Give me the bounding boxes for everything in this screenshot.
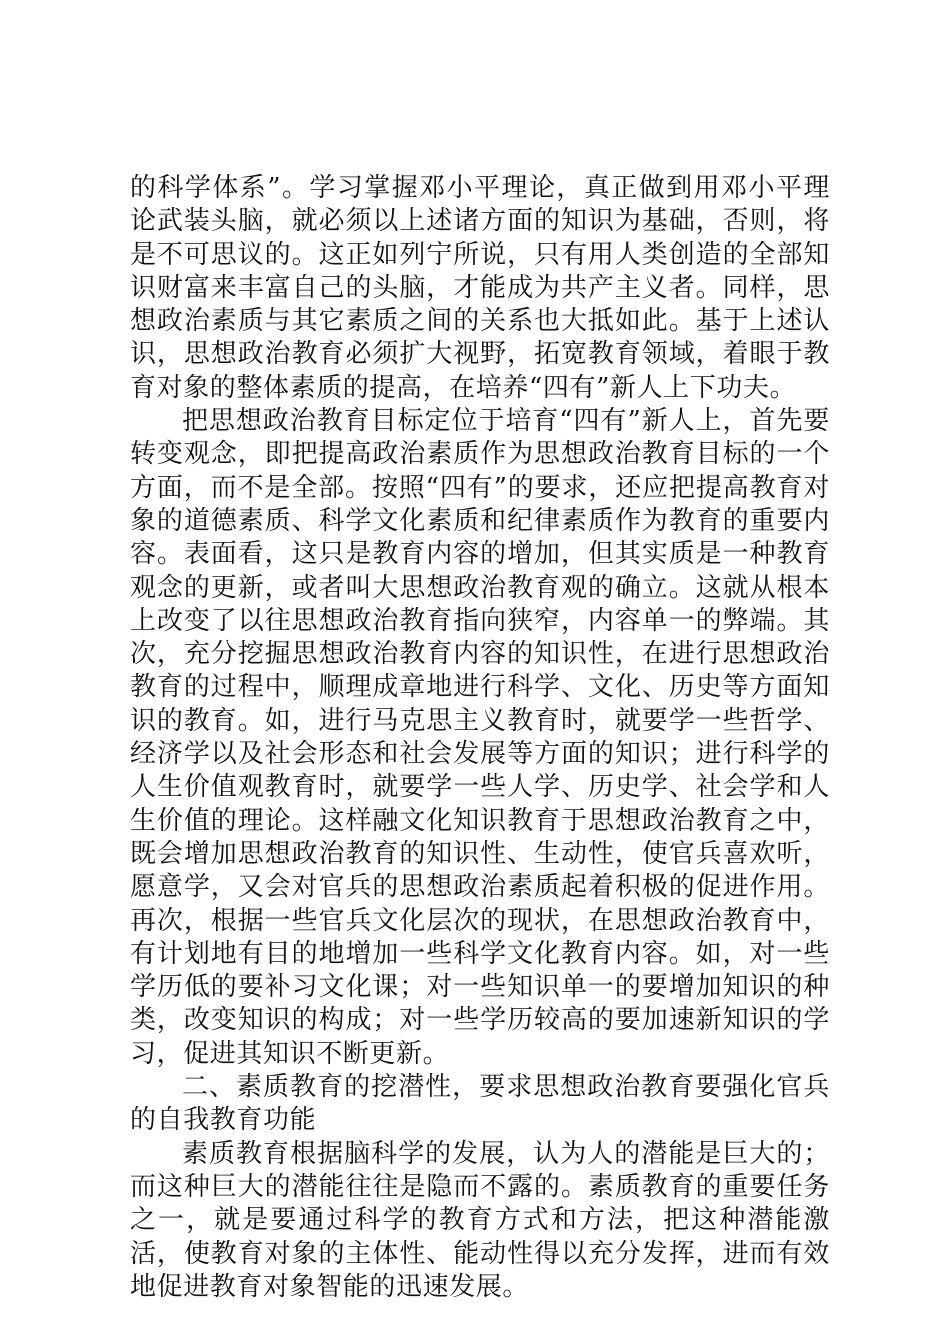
- paragraph-four-haves-goal: 把思想政治教育目标定位于培育“四有”新人上，首先要转变观念，即把提高政治素质作为思想政治教育目标的一个方面，而不是全部。按照“四有”的要求，还应把提高教育对象的道德素质、科学文化素质和纪律素质作为教育的重要内容。表面看，这只是教育内容的增加，但其实质是一种教育观念的更新，或者叫大思想政治教育观的确立。这就从根本上改变了以往思想政治教育指向狭窄，内容单一的弊端。其次，充分挖掘思想政治教育内容的知识性，在进行思想政治教育的过程中，顺理成章地进行科学、文化、历史等方面知识的教育。如，进行马克思主义教育时，就要学一些哲学、经济学以及社会形态和社会发展等方面的知识；进行科学的人生价值观教育时，就要学一些人学、历史学、社会学和人生价值的理论。这样融文化知识教育于思想政治教育之中，既会增加思想政治教育的知识性、生动性，使官兵喜欢听，愿意学，又会对官兵的思想政治素质起着积极的促进作用。再次，根据一些官兵文化层次的现状，在思想政治教育中，有计划地有目的地增加一些科学文化教育内容。如，对一些学历低的要补习文化课；对一些知识单一的要增加知识的种类，改变知识的构成；对一些学历较高的要加速新知识的学习，促进其知识不断更新。: [130, 406, 830, 1069]
- paragraph-continuation: 的科学体系”。学习掌握邓小平理论，真正做到用邓小平理论武装头脑，就必须以上述诸方面的知识为基础，否则，将是不可思议的。这正如列宁所说，只有用人类创造的全部知识财富来丰富自己的头脑，才能成为共产主义者。同样，思想政治素质与其它素质之间的关系也大抵如此。基于上述认识，思想政治教育必须扩大视野，拓宽教育领域，着眼于教育对象的整体素质的提高，在培养“四有”新人上下功夫。: [130, 173, 830, 403]
- document-body: [130, 172, 830, 1304]
- section-heading-self-education: 二、素质教育的挖潜性，要求思想政治教育要强化官兵的自我教育功能: [130, 1072, 830, 1136]
- paragraph-potential: 素质教育根据脑科学的发展，认为人的潜能是巨大的；而这种巨大的潜能往往是隐而不露的。素质教育的重要任务之一，就是要通过科学的教育方式和方法，把这种潜能激活，使教育对象的主体性、能动性得以充分发挥，进而有效地促进教育对象智能的迅速发展。: [130, 1138, 830, 1302]
